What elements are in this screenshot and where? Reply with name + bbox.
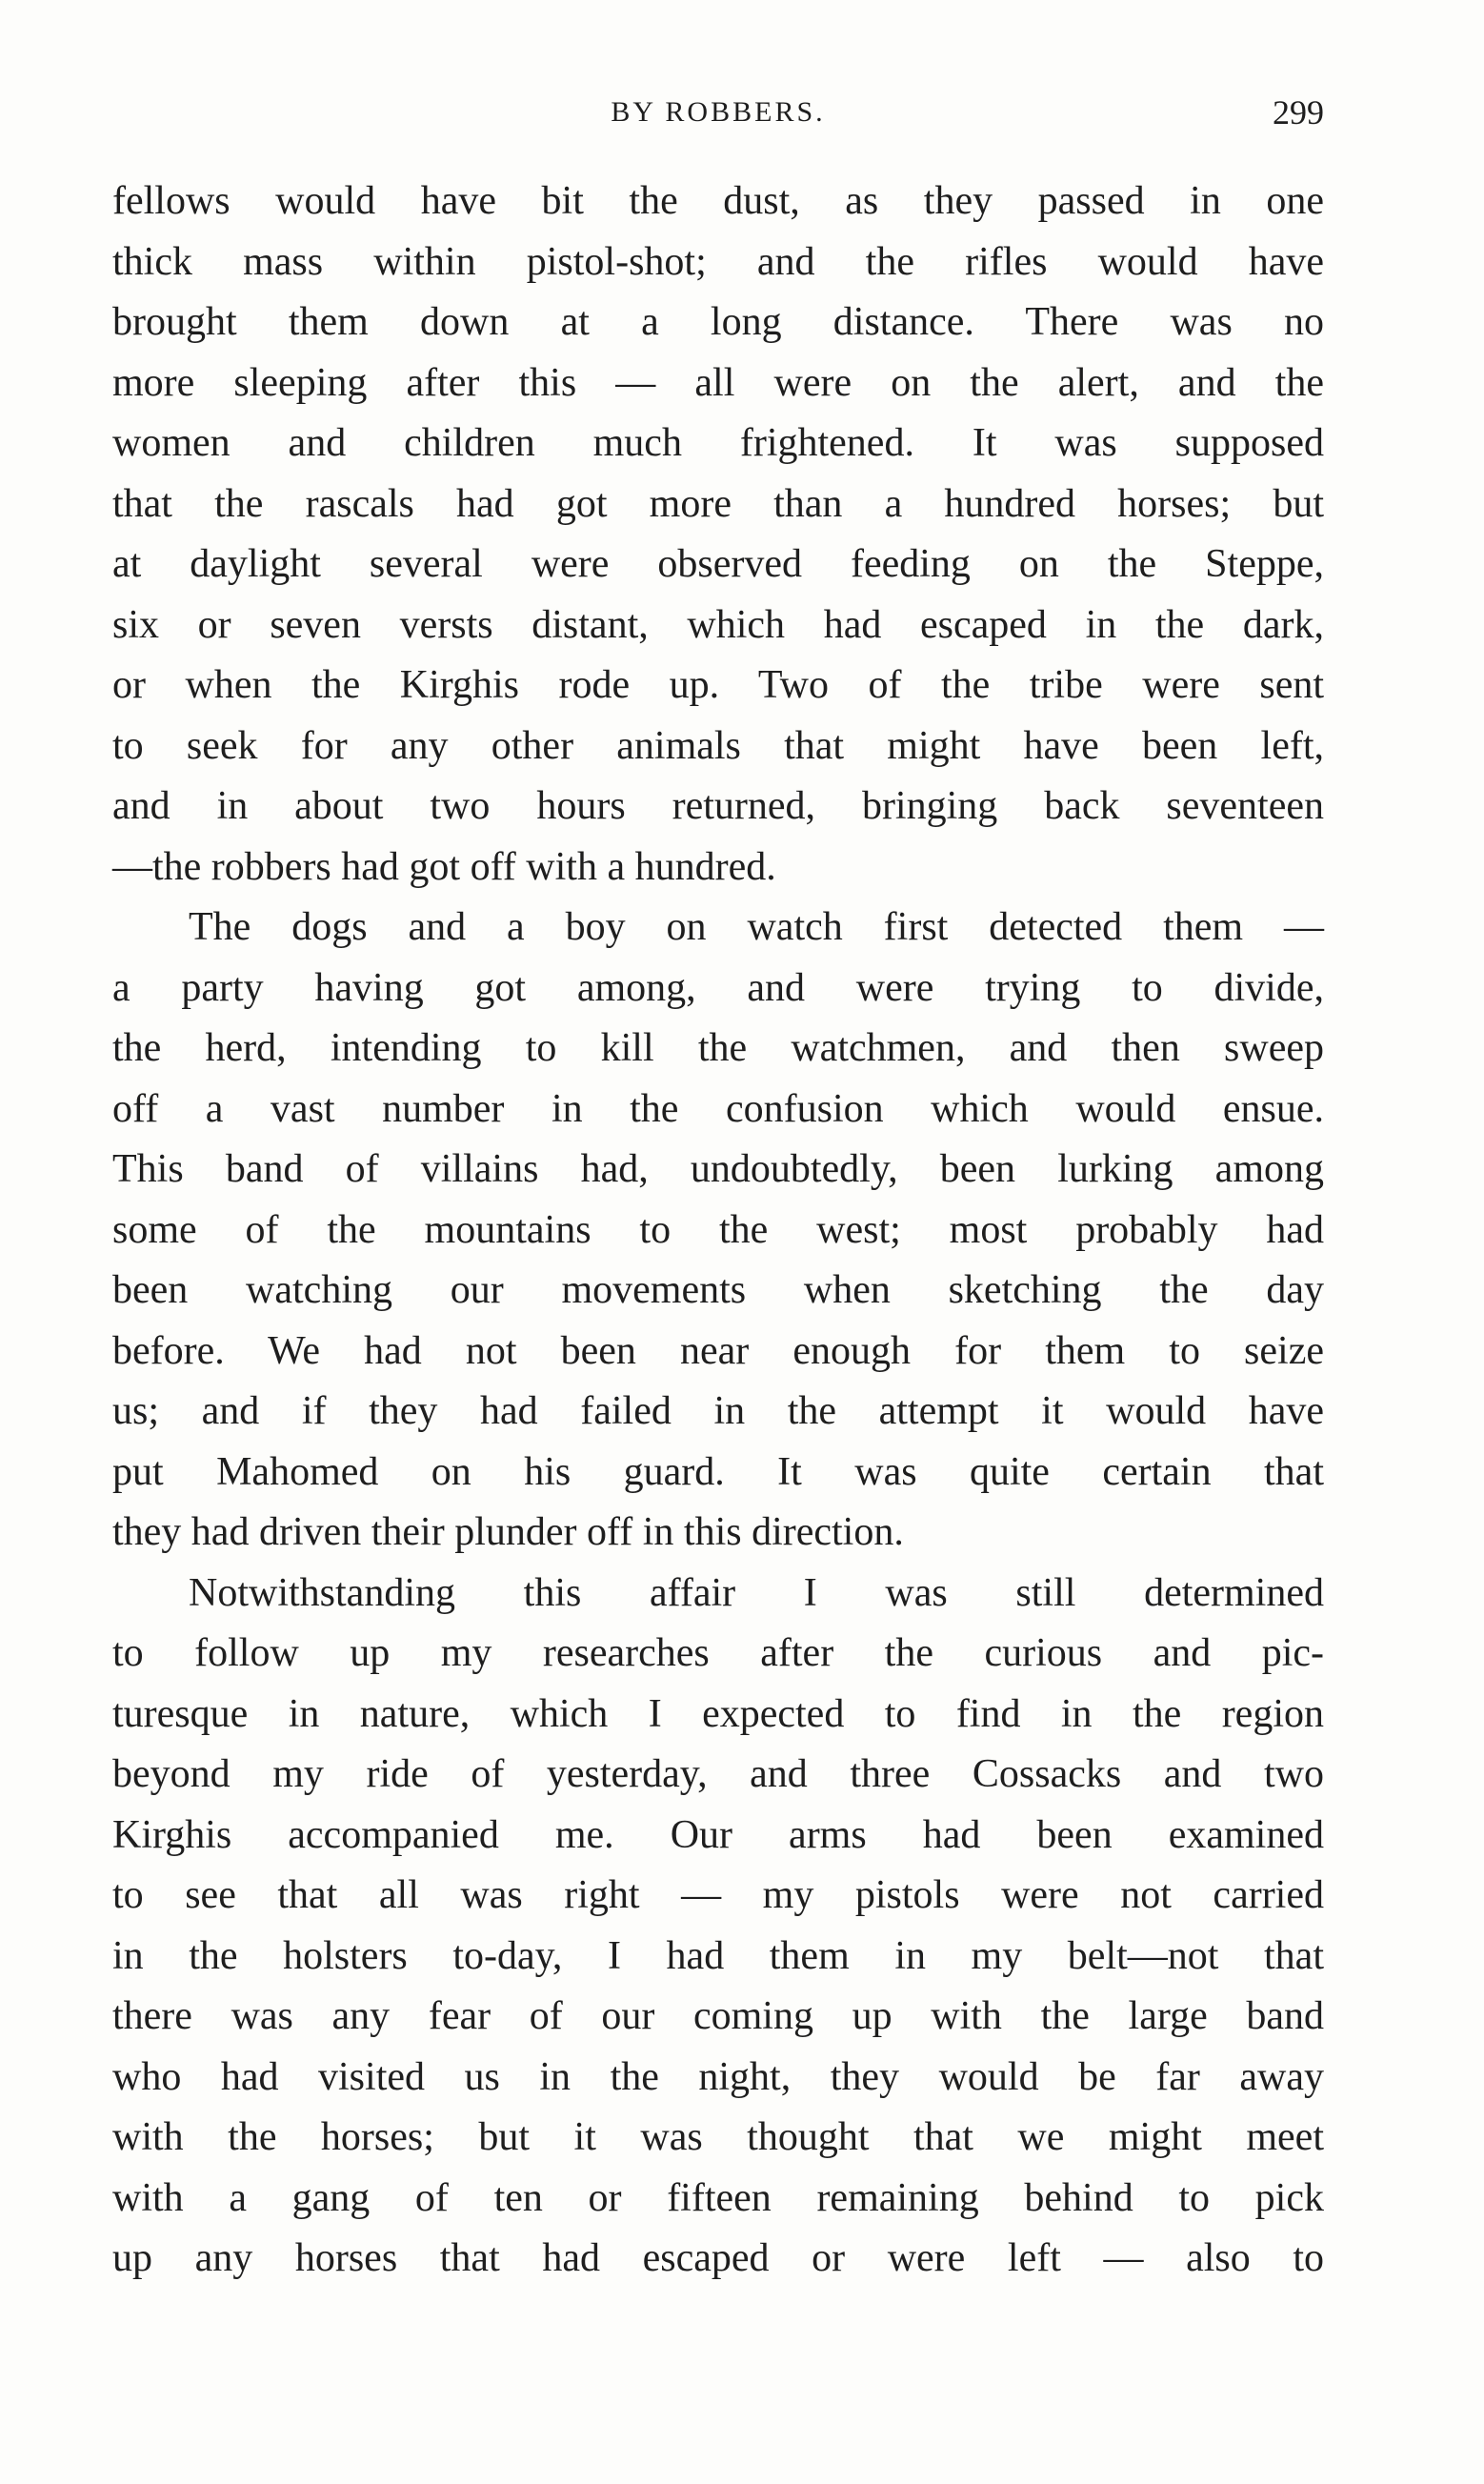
text-line: in the holsters to-day, I had them in my belt—not that bbox=[112, 1933, 1324, 1978]
text-line: beyond my ride of yesterday, and three Cossacks and two bbox=[112, 1752, 1324, 1796]
text-line: or when the Kirghis rode up. Two of the tribe were sent bbox=[112, 663, 1324, 707]
running-head bbox=[112, 84, 1324, 141]
text-line: thick mass within pistol-shot; and the rifles would have bbox=[112, 239, 1324, 284]
text-line: to follow up my researches after the curious and pic- bbox=[112, 1631, 1324, 1675]
running-title: BY ROBBERS. bbox=[611, 96, 826, 128]
text-line: who had visited us in the night, they would be far away bbox=[112, 2054, 1324, 2099]
text-line: with the horses; but it was thought that we might meet bbox=[112, 2115, 1324, 2159]
text-line: some of the mountains to the west; most probably had bbox=[112, 1207, 1324, 1252]
text-line: with a gang of ten or fifteen remaining behind to pick bbox=[112, 2175, 1324, 2220]
text-line: This band of villains had, undoubtedly, been lurking among bbox=[112, 1147, 1324, 1191]
text-line: there was any fear of our coming up with the large band bbox=[112, 1994, 1324, 2038]
text-line: women and children much frightened. It was supposed bbox=[112, 421, 1324, 465]
text-line: turesque in nature, which I expected to find in the region bbox=[112, 1691, 1324, 1736]
paragraph-first-line: Notwithstanding this affair I was still determined bbox=[189, 1570, 1324, 1615]
text-line: the herd, intending to kill the watchmen, and then sweep bbox=[112, 1026, 1324, 1070]
text-line: to seek for any other animals that might have been left, bbox=[112, 723, 1324, 768]
text-line: to see that all was right — my pistols were not carried bbox=[112, 1873, 1324, 1917]
text-line: up any horses that had escaped or were left — also to bbox=[112, 2236, 1324, 2280]
page-number: 299 bbox=[1273, 93, 1324, 131]
text-line: put Mahomed on his guard. It was quite certain that bbox=[112, 1449, 1324, 1494]
text-line: —the robbers had got off with a hundred. bbox=[112, 844, 776, 889]
text-line: more sleeping after this — all were on the alert, and the bbox=[112, 360, 1324, 405]
text-line: six or seven versts distant, which had escaped in the dark, bbox=[112, 602, 1324, 647]
text-line: brought them down at a long distance. There was no bbox=[112, 300, 1324, 344]
text-line: Kirghis accompanied me. Our arms had been examined bbox=[112, 1812, 1324, 1857]
text-line: fellows would have bit the dust, as they passed in one bbox=[112, 179, 1324, 223]
text-line: us; and if they had failed in the attempt it would have bbox=[112, 1389, 1324, 1433]
text-line: been watching our movements when sketching the day bbox=[112, 1268, 1324, 1312]
text-line: that the rascals had got more than a hundred horses; but bbox=[112, 481, 1324, 526]
text-line: off a vast number in the confusion which would ensue. bbox=[112, 1086, 1324, 1131]
body-text bbox=[112, 172, 1324, 2290]
text-line: they had driven their plunder off in this direction. bbox=[112, 1510, 904, 1554]
paragraph-first-line: The dogs and a boy on watch first detected them — bbox=[189, 905, 1324, 949]
text-line: at daylight several were observed feeding on the Steppe, bbox=[112, 542, 1324, 586]
text-line: and in about two hours returned, bringing back seventeen bbox=[112, 784, 1324, 828]
text-line: a party having got among, and were trying to divide, bbox=[112, 965, 1324, 1010]
text-line: before. We had not been near enough for them to seize bbox=[112, 1328, 1324, 1373]
